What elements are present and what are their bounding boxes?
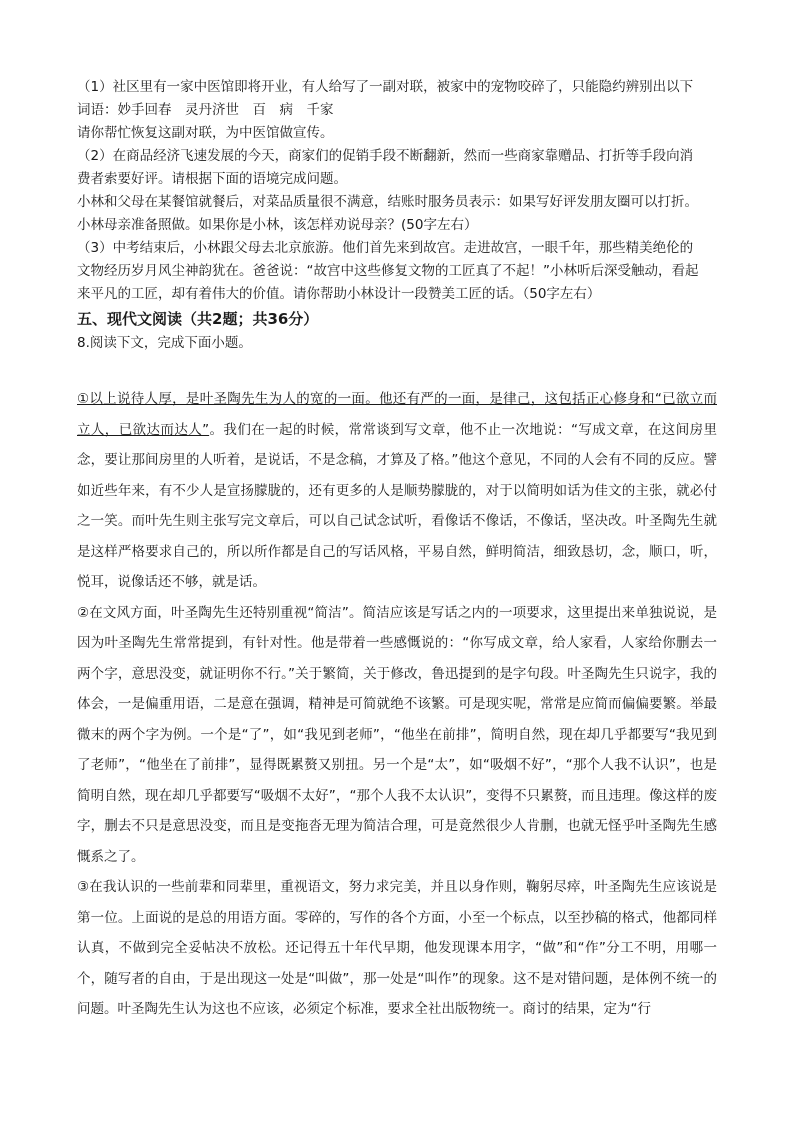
section5-heading: 五、现代文阅读（共2题；共36分） <box>77 310 319 328</box>
passage-paragraph-2: ②在文风方面，叶圣陶先生还特别重视“简洁”。简洁应该是写话之内的一项要求，这里提出来单独说说，是因为叶圣陶先生常常提到，有针对性。他是带着一些感慨说的：“你写成文章，给人家看，人家给你删去一两个字，意思没变，就证明你不行。”关于繁简，关于修改，鲁迅提到的是字句段。叶圣陶先生只说字，我的体会，一是偏重用语，二是意在强调，精神是可简就绝不该繁。可是现实呢，常常是应简而偏偏要繁。举最微末的两个字为例。一个是“了”，如“我见到老师”，“他坐在前排”，简明自然，现在却几乎都要写“我见到了老师”，“他坐在了前排”，显得既累赘又别扭。另一个是“太”，如“吸烟不好”，“那个人我不认识”，也是简明自然，现在却几乎都要写“吸烟不太好”，“那个人我不太认识”，变得不只累赘，而且违理。像这样的废字，删去不只是意思没变，而且是变拖沓无理为简洁合理，可是竟然很少人肯删，也就无怪乎叶圣陶先生感慨系之了。 <box>77 604 717 865</box>
section4-questions <box>77 76 717 355</box>
q1-line: 词语：妙手回春 灵丹济世 百 病 千家 <box>77 102 334 118</box>
q1-line: （1）社区里有一家中医馆即将开业，有人给写了一副对联，被家中的宠物咬碎了，只能隐约辨别出以下 <box>77 79 694 95</box>
reading-passage <box>77 384 717 1025</box>
q3-line: 文物经历岁月风尘神韵犹在。爸爸说：“故宫中这些修复文物的工匠真了不起！”小林听后深受触动，看起 <box>77 263 699 279</box>
passage-paragraph-3: ③在我认识的一些前辈和同辈里，重视语文，努力求完美，并且以身作则，鞠躬尽瘁，叶圣陶先生应该说是第一位。上面说的是总的用语方面。零碎的，写作的各个方面，小至一个标点，以至抄稿的格式，他都同样认真，不做到完全妥帖决不放松。还记得五十年代早期，他发现课本用字，“做”和“作”分工不明，用哪一个，随写者的自由，于是出现这一处是“叫做”，那一处是“叫作”的现象。这不是对错问题，是体例不统一的问题。叶圣陶先生认为这也不应该，必须定个标准，要求全社出版物统一。商讨的结果，定为“行 <box>77 879 717 1017</box>
q8-intro: 8.阅读下文，完成下面小题。 <box>77 335 252 351</box>
q3-line: （3）中考结束后，小林跟父母去北京旅游。他们首先来到故宫。走进故宫，一眼千年，那些精美绝伦的 <box>77 240 694 256</box>
q2-line: 费者索要好评。请根据下面的语境完成问题。 <box>77 171 347 187</box>
q2-line: （2）在商品经济飞速发展的今天，商家们的促销手段不断翻新，然而一些商家靠赠品、打折等手段向消 <box>77 148 694 164</box>
q3-line: 来平凡的工匠，却有着伟大的价值。请你帮助小林设计一段赞美工匠的话。（50字左右） <box>77 286 601 302</box>
paragraph-1-rest: 。我们在一起的时候，常常谈到写文章，他不止一次地说：“写成文章，在这间房里念，要让那间房里的人听着，是说话，不是念稿，才算及了格。”他这个意见，不同的人会有不同的反应。譬如近些年来，有不少人是宣扬朦胧的，还有更多的人是顺势朦胧的，对于以简明如话为佳文的主张，就必付之一笑。而叶先生则主张写完文章后，可以自己试念试听，看像话不像话，不像话，坚决改。叶圣陶先生就是这样严格要求自己的，所以所作都是自己的写话风格，平易自然，鲜明简洁，细致恳切，念，顺口，听，悦耳，说像话还不够，就是话。 <box>77 421 717 590</box>
underlined-sentence: ①以上说待人厚，是叶圣陶先生为人的宽的一面。他还有严的一面，是律己，这包括正心修身和“已欲立而立人，已欲达而达人” <box>77 391 717 438</box>
passage-paragraph-1 <box>77 384 717 598</box>
q2-line: 小林和父母在某餐馆就餐后，对菜品质量很不满意，结账时服务员表示：如果写好评发朋友圈可以打折。 <box>77 194 698 210</box>
q2-line: 小林母亲准备照做。如果你是小林，该怎样劝说母亲？(50字左右） <box>77 217 478 233</box>
q1-line: 请你帮忙恢复这副对联，为中医馆做宣传。 <box>77 125 334 141</box>
